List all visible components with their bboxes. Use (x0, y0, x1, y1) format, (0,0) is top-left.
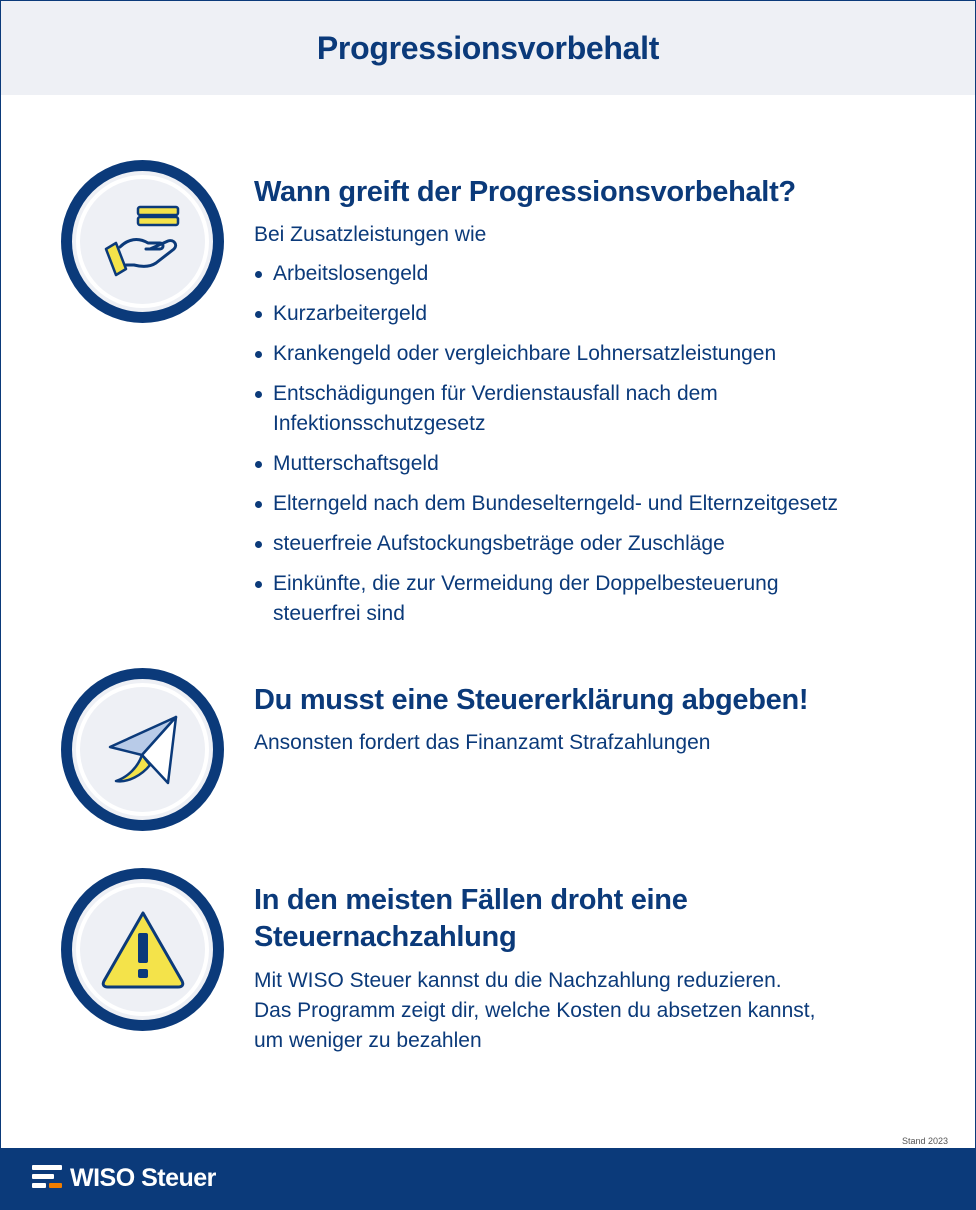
list-item: Einkünfte, die zur Vermeidung der Doppelbesteuerung steuerfrei sind (254, 569, 834, 629)
section-tax-return-text: Ansonsten fordert das Finanzamt Strafzahlungen (254, 731, 711, 754)
list-item: Krankengeld oder vergleichbare Lohnersatzleistungen (254, 339, 934, 369)
hand-coins-circle (61, 160, 224, 323)
page-title: Progressionsvorbehalt (316, 29, 660, 66)
warning-circle (61, 868, 224, 1031)
list-item: Elterngeld nach dem Bundeselterngeld- und Elternzeitgesetz (254, 489, 934, 519)
header-bar (1, 1, 975, 95)
section-back-payment-line: Das Programm zeigt dir, welche Kosten du absetzen kannst, (254, 999, 816, 1022)
footer-bar (0, 1148, 976, 1210)
hand-coins-icon (98, 197, 188, 287)
list-item: Arbeitslosengeld (254, 259, 934, 289)
wiso-logo (32, 1164, 216, 1193)
section-tax-return-content (254, 682, 934, 758)
paper-plane-icon (98, 705, 188, 795)
warning-icon (98, 905, 188, 995)
section-back-payment-title: In den meisten Fällen droht eine Steuernachzahlung (254, 884, 688, 953)
logo-text: WISO Steuer (70, 1164, 216, 1192)
section-back-payment-line: um weniger zu bezahlen (254, 1029, 482, 1052)
section-back-payment-content (254, 882, 934, 1056)
list-item: steuerfreie Aufstockungsbeträge oder Zuschläge (254, 529, 934, 559)
list-item: Entschädigungen für Verdienstausfall nach dem Infektionsschutzgesetz (254, 379, 754, 439)
section-progression-content (254, 174, 934, 639)
list-item: Kurzarbeitergeld (254, 299, 934, 329)
benefits-list (254, 259, 934, 629)
section-progression-intro: Bei Zusatzleistungen wie (254, 223, 487, 246)
paper-plane-circle (61, 668, 224, 831)
list-item: Mutterschaftsgeld (254, 449, 934, 479)
section-back-payment-line: Mit WISO Steuer kannst du die Nachzahlung reduzieren. (254, 969, 782, 992)
stand-label: Stand 2023 (901, 1136, 948, 1146)
section-tax-return-title: Du musst eine Steuererklärung abgeben! (254, 684, 809, 716)
section-progression-title: Wann greift der Progressionsvorbehalt? (254, 176, 796, 208)
logo-mark-icon (32, 1165, 62, 1193)
